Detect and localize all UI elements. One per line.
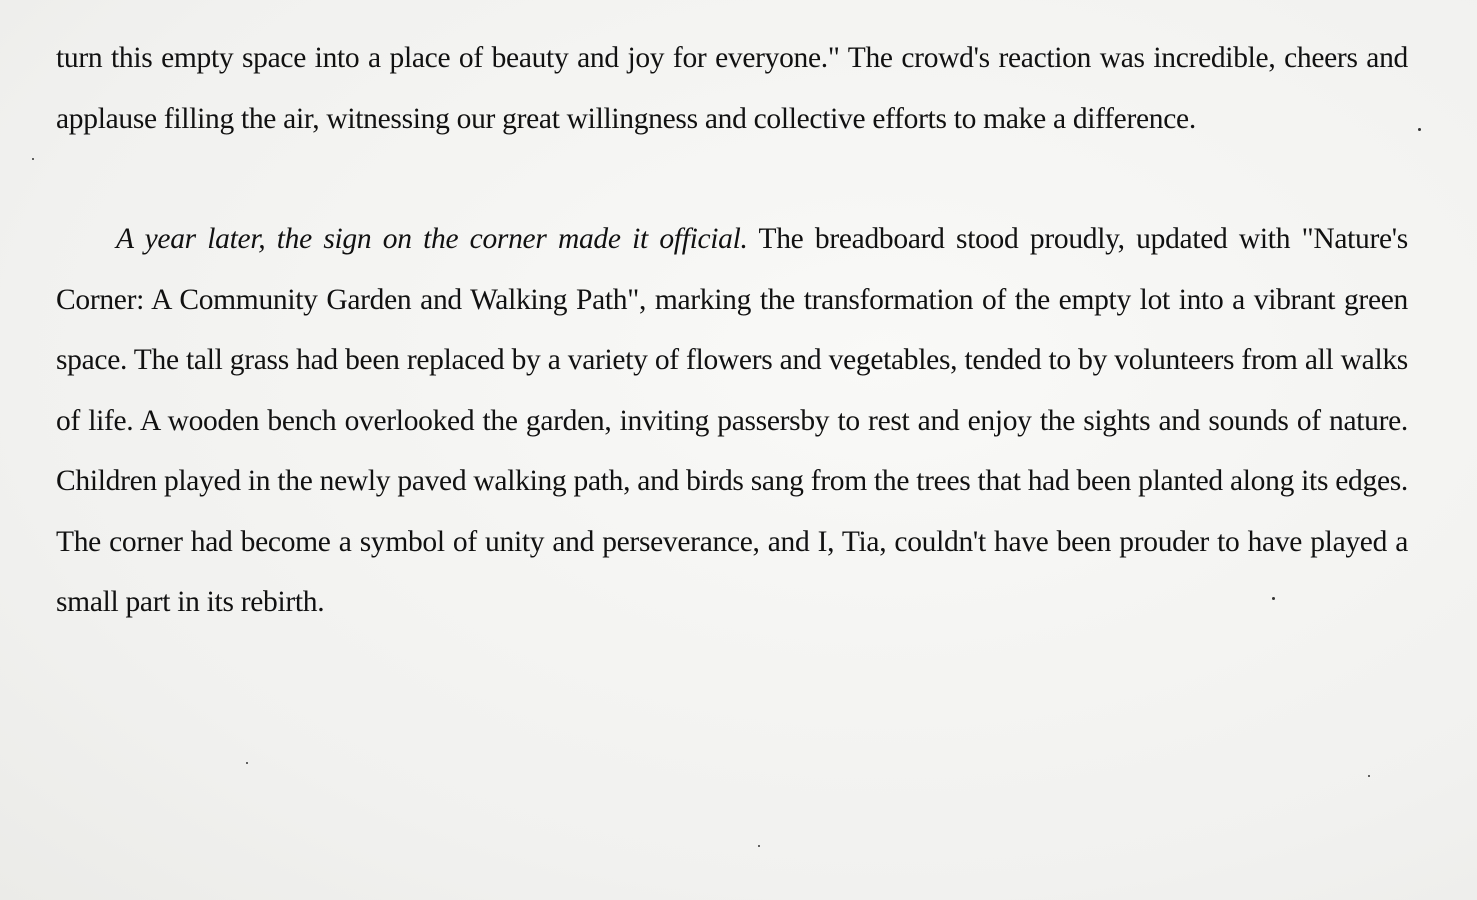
- scan-speck: [758, 845, 760, 847]
- scan-speck: [1418, 128, 1421, 131]
- scan-speck: [32, 158, 34, 160]
- paragraph-2: [56, 209, 1408, 633]
- paragraph-2-lead: A year later, the sign on the corner made it official.: [116, 223, 748, 255]
- paragraph-2-text: The breadboard stood proudly, updated with "Nature's Corner: A Community Garden and Walking Path", marking the transformation of the empty lot into a vibrant green space. The tall grass had been replaced by a variety of flowers and vegetables, tended to by volunteers from all walks of life. A wooden bench overlooked the garden, inviting passersby to rest and enjoy the sights and sounds of nature. Children played in the newly paved walking path, and birds sang from the trees that had been planted along its edges. The corner had become a symbol of unity and perseverance, and I, Tia, couldn't have been prouder to have played a small part in its rebirth.: [56, 223, 1408, 618]
- scan-speck: [1368, 775, 1370, 777]
- paragraph-1: [56, 28, 1408, 149]
- scan-speck: [246, 762, 248, 764]
- paragraph-1-text: turn this empty space into a place of beauty and joy for everyone." The crowd's reaction was incredible, cheers and applause filling the air, witnessing our great willingness and collective efforts to make a difference.: [56, 42, 1408, 135]
- scan-speck: [1272, 597, 1275, 600]
